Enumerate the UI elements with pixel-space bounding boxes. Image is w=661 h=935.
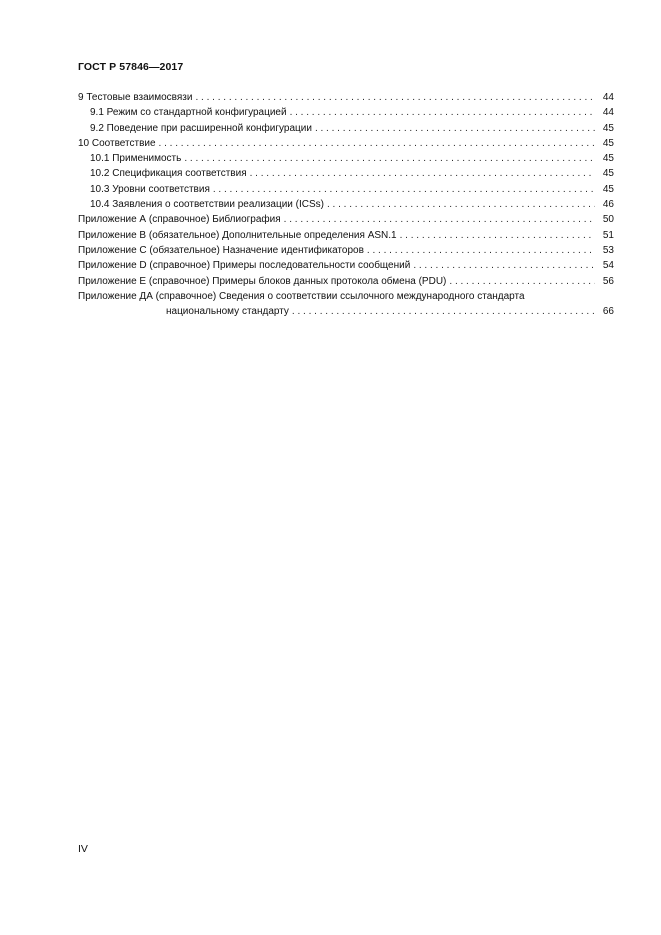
- toc-entry: [78, 197, 614, 212]
- toc-entry-title: 10.1 Применимость: [90, 153, 182, 165]
- toc-entry-title-continued: национальному стандарту: [166, 306, 289, 318]
- toc-entry-title: 10.4 Заявления о соответствии реализации (ICSs): [90, 199, 324, 211]
- toc-leader-dots: [195, 90, 595, 105]
- toc-leader-dots: [290, 105, 595, 120]
- toc-entry-page: 46: [602, 199, 614, 211]
- toc-entry-page: 45: [602, 122, 614, 134]
- toc-entry-page: 53: [602, 244, 614, 256]
- toc-entry-page: 66: [602, 306, 614, 318]
- toc-entry-page: 45: [602, 137, 614, 149]
- toc-leader-dots: [400, 228, 595, 243]
- toc-entry: [78, 289, 614, 320]
- toc-leader-dots: [292, 304, 595, 319]
- toc-leader-dots: [250, 166, 595, 181]
- toc-entry-page: 44: [602, 107, 614, 119]
- toc-entry-page: 45: [602, 183, 614, 195]
- toc-entry-continuation: [78, 304, 614, 319]
- toc-leader-dots: [327, 197, 595, 212]
- toc-entry-title: Приложение С (обязательное) Назначение идентификаторов: [78, 244, 364, 256]
- toc-leader-dots: [367, 243, 595, 258]
- table-of-contents: [78, 90, 614, 319]
- toc-entry: [78, 274, 614, 289]
- toc-leader-dots: [413, 258, 595, 273]
- toc-entry-title: Приложение Е (справочное) Примеры блоков данных протокола обмена (PDU): [78, 275, 447, 287]
- toc-entry-page: 44: [602, 92, 614, 103]
- toc-entry-title: 10.2 Спецификация соответствия: [90, 168, 247, 180]
- toc-entry-title: 9.2 Поведение при расширенной конфигурации: [90, 122, 312, 134]
- toc-entry: [78, 243, 614, 258]
- document-header: ГОСТ Р 57846—2017: [78, 61, 184, 73]
- toc-entry-page: 51: [602, 229, 614, 241]
- toc-entry-page: 56: [602, 275, 614, 287]
- toc-entry-title: Приложение В (обязательное) Дополнительные определения ASN.1: [78, 229, 397, 241]
- toc-entry-page: 50: [602, 214, 614, 226]
- page-number: IV: [78, 843, 88, 855]
- toc-entry: [78, 258, 614, 273]
- toc-leader-dots: [449, 274, 595, 289]
- toc-entry: [78, 166, 614, 181]
- toc-entry: [78, 182, 614, 197]
- toc-entry: [78, 228, 614, 243]
- toc-entry-page: 45: [602, 153, 614, 165]
- toc-leader-dots: [159, 136, 595, 151]
- toc-entry-title: Приложение D (справочное) Примеры последовательности сообщений: [78, 260, 411, 272]
- toc-entry: [78, 212, 614, 227]
- toc-entry-title: 10 Соответствие: [78, 137, 156, 149]
- toc-entry-title: Приложение А (справочное) Библиография: [78, 214, 281, 226]
- toc-entry: [78, 105, 614, 120]
- toc-leader-dots: [315, 121, 595, 136]
- toc-entry-page: 45: [602, 168, 614, 180]
- toc-entry: [78, 151, 614, 166]
- toc-entry-title: 10.3 Уровни соответствия: [90, 183, 210, 195]
- toc-entry-page: 54: [602, 260, 614, 272]
- toc-leader-dots: [213, 182, 595, 197]
- toc-entry: [78, 136, 614, 151]
- toc-entry-title: 9 Тестовые взаимосвязи: [78, 92, 193, 103]
- toc-entry-title: Приложение ДА (справочное) Сведения о соответствии ссылочного международного стандарта: [78, 290, 525, 302]
- toc-leader-dots: [284, 212, 595, 227]
- toc-entry: [78, 121, 614, 136]
- toc-entry: [78, 90, 614, 105]
- toc-entry-title: 9.1 Режим со стандартной конфигурацией: [90, 107, 287, 119]
- toc-leader-dots: [184, 151, 595, 166]
